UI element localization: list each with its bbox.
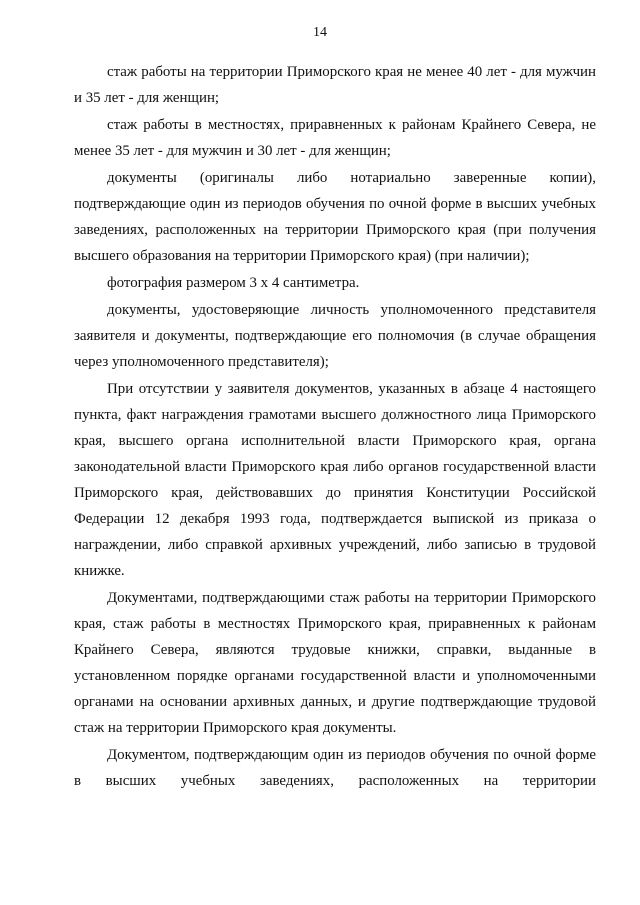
document-body (74, 59, 596, 795)
paragraph-representative-documents: документы, удостоверяющие личность уполномоченного представителя заявителя и документы, подтверждающие его полномочия (в случае обращения через уполномоченного представителя); (74, 302, 596, 370)
paragraph-stazh-far-north: стаж работы в местностях, приравненных к районам Крайнего Севера, не менее 35 лет - для мужчин и 30 лет - для женщин; (74, 117, 596, 159)
paragraph-photo: фотография размером 3 х 4 сантиметра. (107, 275, 360, 291)
paragraph-stazh-primorye: стаж работы на территории Приморского края не менее 40 лет - для мужчин и 35 лет - для женщин; (74, 64, 596, 106)
paragraph-education-documents: документы (оригиналы либо нотариально заверенные копии), подтверждающие один из периодов обучения по очной форме в высших учебных заведениях, расположенных на территории Приморского края (при получения высшего образования на территории Приморского края) (при наличии); (74, 170, 596, 264)
page-number: 14 (313, 25, 327, 40)
paragraph-work-experience-documents: Документами, подтверждающими стаж работы на территории Приморского края, стаж работы в местностях Приморского края, приравненных к районам Крайнего Севера, являются трудовые книжки, справки, выданные в установленном порядке органами государственной власти и уполномоченными органами на основании архивных данных, и другие подтверждающие трудовой стаж на территории Приморского края документы. (74, 590, 596, 736)
paragraph-education-document: Документом, подтверждающим один из периодов обучения по очной форме в высших учебных заведениях, расположенных на территории (74, 747, 596, 789)
paragraph-award-confirmation: При отсутствии у заявителя документов, указанных в абзаце 4 настоящего пункта, факт награждения грамотами высшего должностного лица Приморского края, высшего органа исполнительной власти Приморского края, органа законодательной власти Приморского края либо органов государственной власти Приморского края, действовавших до принятия Конституции Российской Федерации 12 декабря 1993 года, подтверждается выпиской из приказа о награждении, либо справкой архивных учреждений, либо записью в трудовой книжке. (74, 381, 596, 579)
